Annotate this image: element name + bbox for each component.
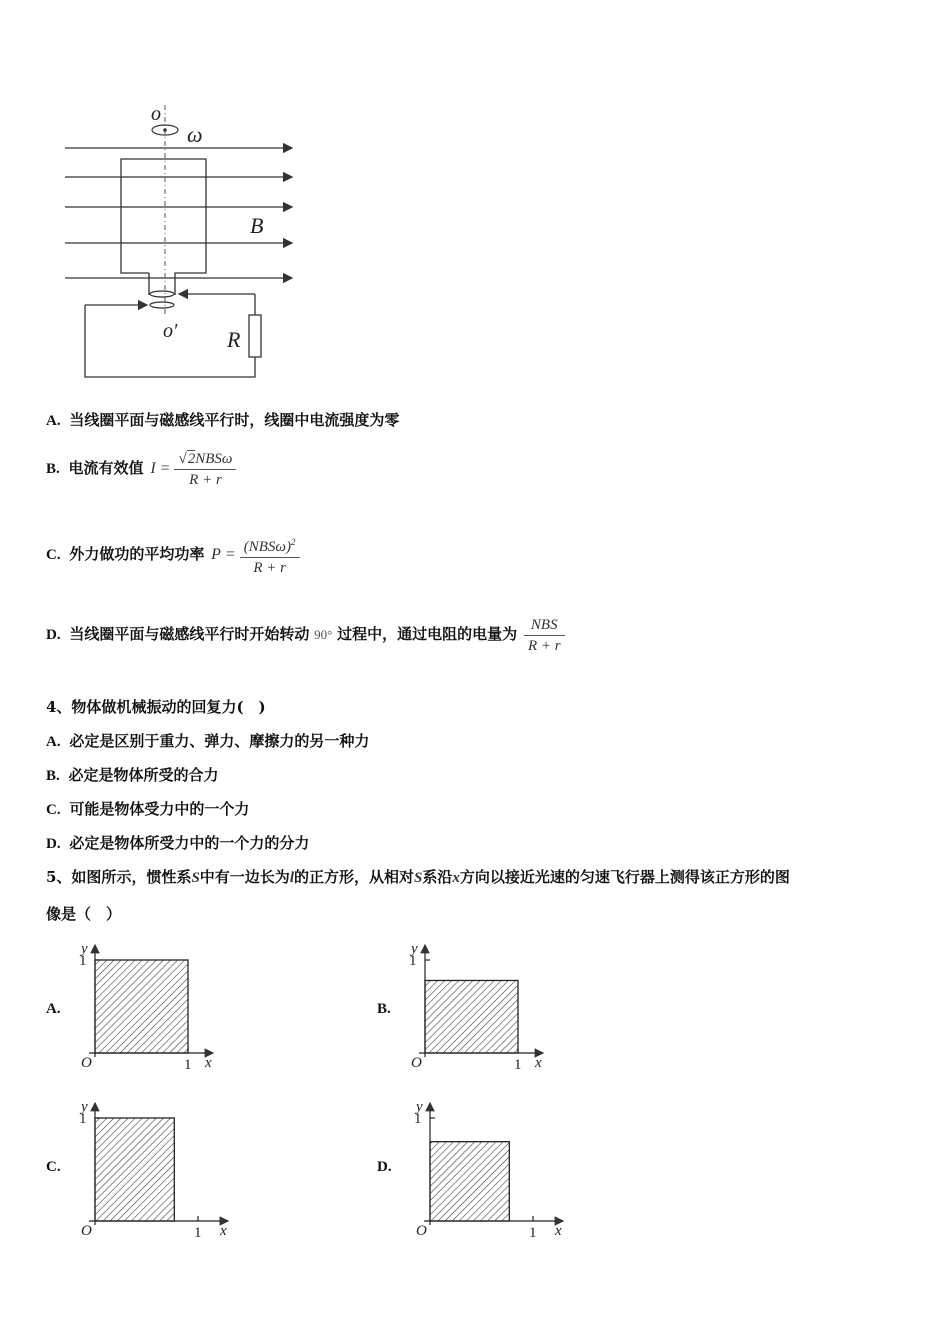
y-tick-label: 1: [79, 953, 87, 969]
x-axis-label: x: [535, 1055, 542, 1071]
omega-label: ω: [187, 122, 203, 147]
var-l: l: [289, 870, 294, 886]
hatched-region: [95, 960, 188, 1053]
option-text: 必定是物体所受的合力: [68, 766, 219, 784]
q5-stem-line2: 像是（ ）: [46, 905, 122, 923]
graph-c-letter: C.: [46, 1159, 61, 1175]
q4-option-b: [46, 765, 219, 786]
q3-option-a: [46, 410, 399, 431]
stem-part: 系沿: [422, 868, 453, 886]
graph-b: [405, 935, 555, 1075]
angle-value: 90°: [314, 627, 333, 642]
x-tick-label: 1: [194, 1225, 202, 1241]
q4-option-c: [46, 799, 249, 820]
numerator-rest: NBSω: [195, 450, 233, 467]
origin-label: O: [81, 1223, 92, 1239]
q3-option-c: [46, 532, 300, 578]
option-text-before: 当线圈平面与磁感线平行时开始转动: [69, 625, 310, 643]
y-axis-label: y: [411, 941, 418, 957]
graph-d: [410, 1093, 575, 1243]
stem-part: 5、如图所示，惯性系: [46, 868, 192, 886]
exponent: 2: [291, 537, 296, 547]
axis-label-top: o: [151, 103, 161, 125]
x-axis-label: x: [555, 1223, 562, 1239]
option-text-after: 过程中，通过电阻的电量为: [337, 625, 518, 643]
q4-stem: 4、物体做机械振动的回复力( ): [46, 698, 266, 716]
stem-part: 中有一边长为: [199, 868, 290, 886]
origin-label: O: [81, 1055, 92, 1071]
var-S: S: [191, 870, 200, 886]
formula-var: I: [150, 460, 156, 477]
option-letter: A.: [46, 734, 61, 750]
y-tick-label: 1: [414, 1111, 422, 1127]
option-text: 外力做功的平均功率: [69, 545, 205, 563]
denominator: R + r: [527, 637, 561, 654]
field-label: B: [250, 213, 264, 238]
option-letter: D.: [46, 836, 61, 852]
var-S: S: [414, 870, 423, 886]
equals-sign: =: [224, 546, 236, 563]
y-axis-label: y: [81, 941, 88, 957]
formula-fraction: [240, 532, 300, 578]
hatched-region: [425, 980, 518, 1053]
stem-part: 方向以接近光速的匀速飞行器上测得该正方形的图: [459, 868, 790, 886]
q5-stem-line1: [46, 867, 790, 888]
option-text: 可能是物体受力中的一个力: [69, 800, 250, 818]
denominator: R + r: [189, 471, 222, 488]
y-tick-label: 1: [409, 953, 417, 969]
hatched-region: [95, 1118, 174, 1221]
y-axis-label: y: [416, 1099, 423, 1115]
option-letter: C.: [46, 802, 61, 818]
formula-var: P: [211, 546, 221, 563]
denominator: R + r: [253, 560, 286, 576]
option-letter: B.: [46, 768, 60, 784]
option-letter: A.: [46, 413, 61, 429]
generator-figure: [55, 95, 315, 395]
option-letter: D.: [46, 627, 61, 643]
option-text: 必定是区别于重力、弹力、摩擦力的另一种力: [69, 732, 370, 750]
option-text: 电流有效值: [68, 459, 144, 477]
graph-c: [75, 1093, 240, 1243]
stem-part: 的正方形，从相对: [293, 868, 414, 886]
q4-option-a: [46, 731, 369, 752]
var-x: x: [452, 870, 460, 886]
origin-label: O: [416, 1223, 427, 1239]
q4-option-d: [46, 833, 309, 854]
formula-fraction: [524, 615, 565, 656]
hatched-region: [430, 1142, 509, 1221]
q3-option-b: [46, 448, 236, 490]
graph-b-letter: B.: [377, 1001, 391, 1017]
root-value: 2: [187, 450, 196, 467]
x-tick-label: 1: [184, 1057, 192, 1073]
graph-a-letter: A.: [46, 1001, 61, 1017]
formula-fraction: $\frac{\text{√2NBSω}}{R + r}$: [174, 449, 236, 490]
y-axis-label: y: [81, 1099, 88, 1115]
graph-d-letter: D.: [377, 1159, 392, 1175]
option-text: 当线圈平面与磁感线平行时，线圈中电流强度为零: [69, 411, 400, 429]
x-axis-label: x: [220, 1223, 227, 1239]
coil: [121, 159, 206, 295]
equals-sign: =: [159, 460, 171, 477]
numerator: (NBSω): [243, 539, 291, 555]
numerator: NBS: [524, 615, 565, 636]
x-tick-label: 1: [514, 1057, 522, 1073]
q3-option-d: [46, 614, 565, 656]
origin-label: O: [411, 1055, 422, 1071]
option-text: 必定是物体所受力中的一个力的分力: [69, 834, 310, 852]
axis-label-bottom: o′: [163, 320, 178, 342]
x-tick-label: 1: [529, 1225, 537, 1241]
option-letter: B.: [46, 461, 60, 477]
resistor-label: R: [227, 327, 241, 352]
graph-a: [75, 935, 225, 1075]
y-tick-label: 1: [79, 1111, 87, 1127]
x-axis-label: x: [205, 1055, 212, 1071]
option-letter: C.: [46, 547, 61, 563]
